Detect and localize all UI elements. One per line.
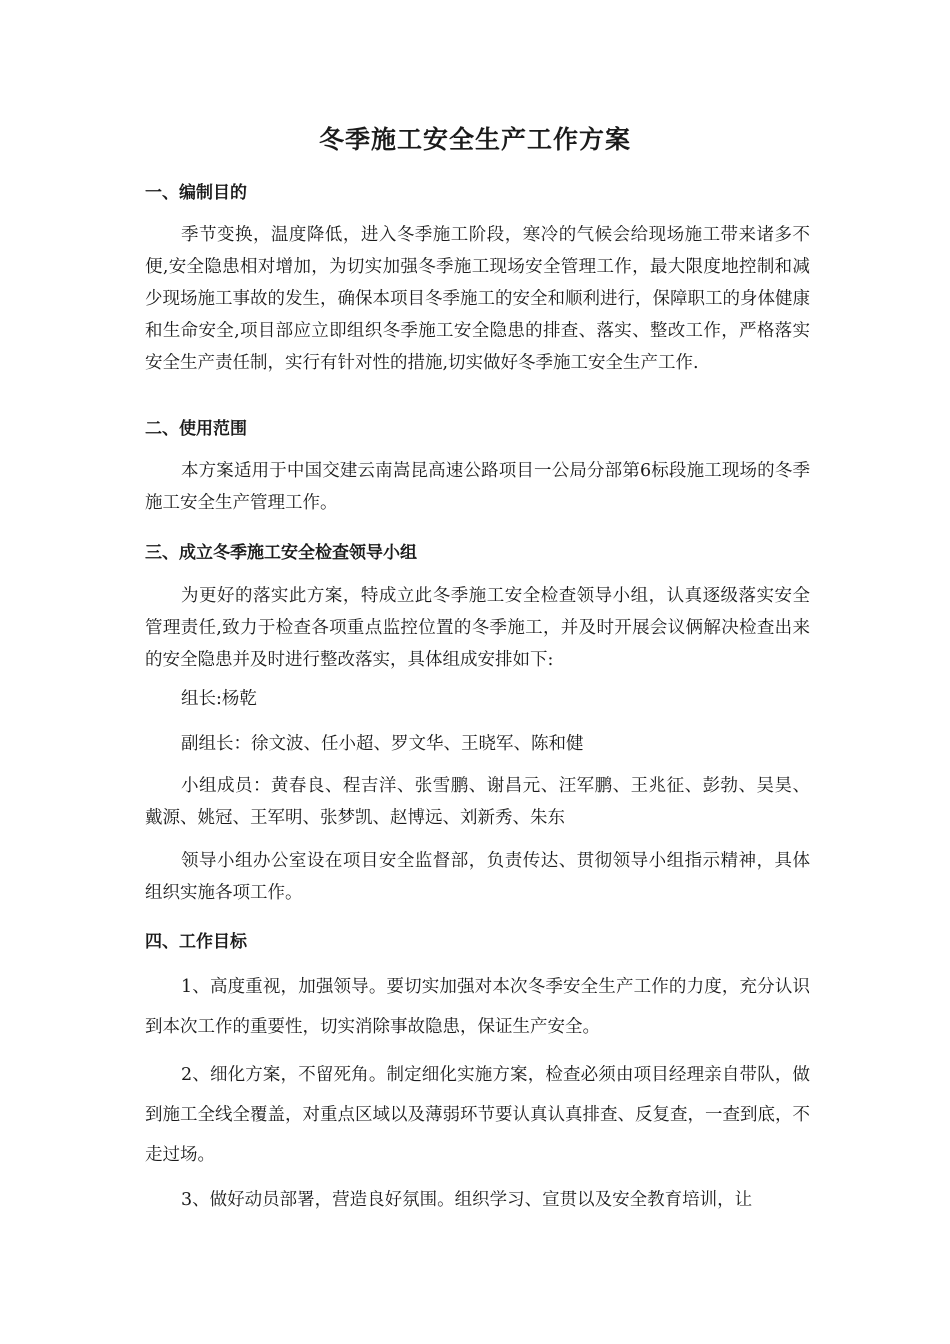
- paragraph-leadership-group: 为更好的落实此方案，特成立此冬季施工安全检查领导小组，认真逐级落实安全管理责任,致力于检查各项重点监控位置的冬季施工，并及时开展会议俩解决检查出来的安全隐患并及时进行整改落实，具体组成安排如下:: [145, 586, 810, 670]
- group-members: 小组成员：黄春良、程吉洋、张雪鹏、谢昌元、汪军鹏、王兆征、彭勃、吴昊、戴源、姚冠、王军明、张梦凯、赵博远、刘新秀、朱东: [145, 776, 810, 828]
- deputy-leaders: 副组长：徐文波、任小超、罗文华、王晓军、陈和健: [181, 734, 584, 754]
- goal-item-1: 1、高度重视，加强领导。要切实加强对本次冬季安全生产工作的力度，充分认识到本次工作的重要性，切实消除事故隐患，保证生产安全。: [145, 977, 810, 1037]
- section-heading-leadership-group: 三、成立冬季施工安全检查领导小组: [145, 543, 417, 563]
- group-leader: 组长:杨乾: [181, 689, 257, 709]
- document-title: 冬季施工安全生产工作方案: [318, 125, 631, 154]
- office-description: 领导小组办公室设在项目安全监督部，负责传达、贯彻领导小组指示精神，具体组织实施各项工作。: [145, 851, 810, 903]
- section-heading-goals: 四、工作目标: [145, 932, 247, 952]
- paragraph-scope: 本方案适用于中国交建云南嵩昆高速公路项目一公局分部第6标段施工现场的冬季施工安全生产管理工作。: [145, 461, 810, 513]
- section-heading-scope: 二、使用范围: [145, 419, 247, 439]
- section-heading-purpose: 一、编制目的: [145, 183, 247, 203]
- goal-item-2: 2、细化方案，不留死角。制定细化实施方案，检查必须由项目经理亲自带队，做到施工全线全覆盖，对重点区域以及薄弱环节要认真认真排查、反复查，一查到底，不走过场。: [145, 1065, 810, 1165]
- paragraph-purpose: 季节变换，温度降低，进入冬季施工阶段，寒冷的气候会给现场施工带来诸多不便,安全隐患相对增加，为切实加强冬季施工现场安全管理工作，最大限度地控制和减少现场施工事故的发生，确保本项目冬季施工的安全和顺利进行，保障职工的身体健康和生命安全,项目部应立即组织冬季施工安全隐患的排查、落实、整改工作，严格落实安全生产责任制，实行有针对性的措施,切实做好冬季施工安全生产工作.: [145, 225, 810, 373]
- goal-item-3: 3、做好动员部署，营造良好氛围。组织学习、宣贯以及安全教育培训，让: [181, 1190, 753, 1210]
